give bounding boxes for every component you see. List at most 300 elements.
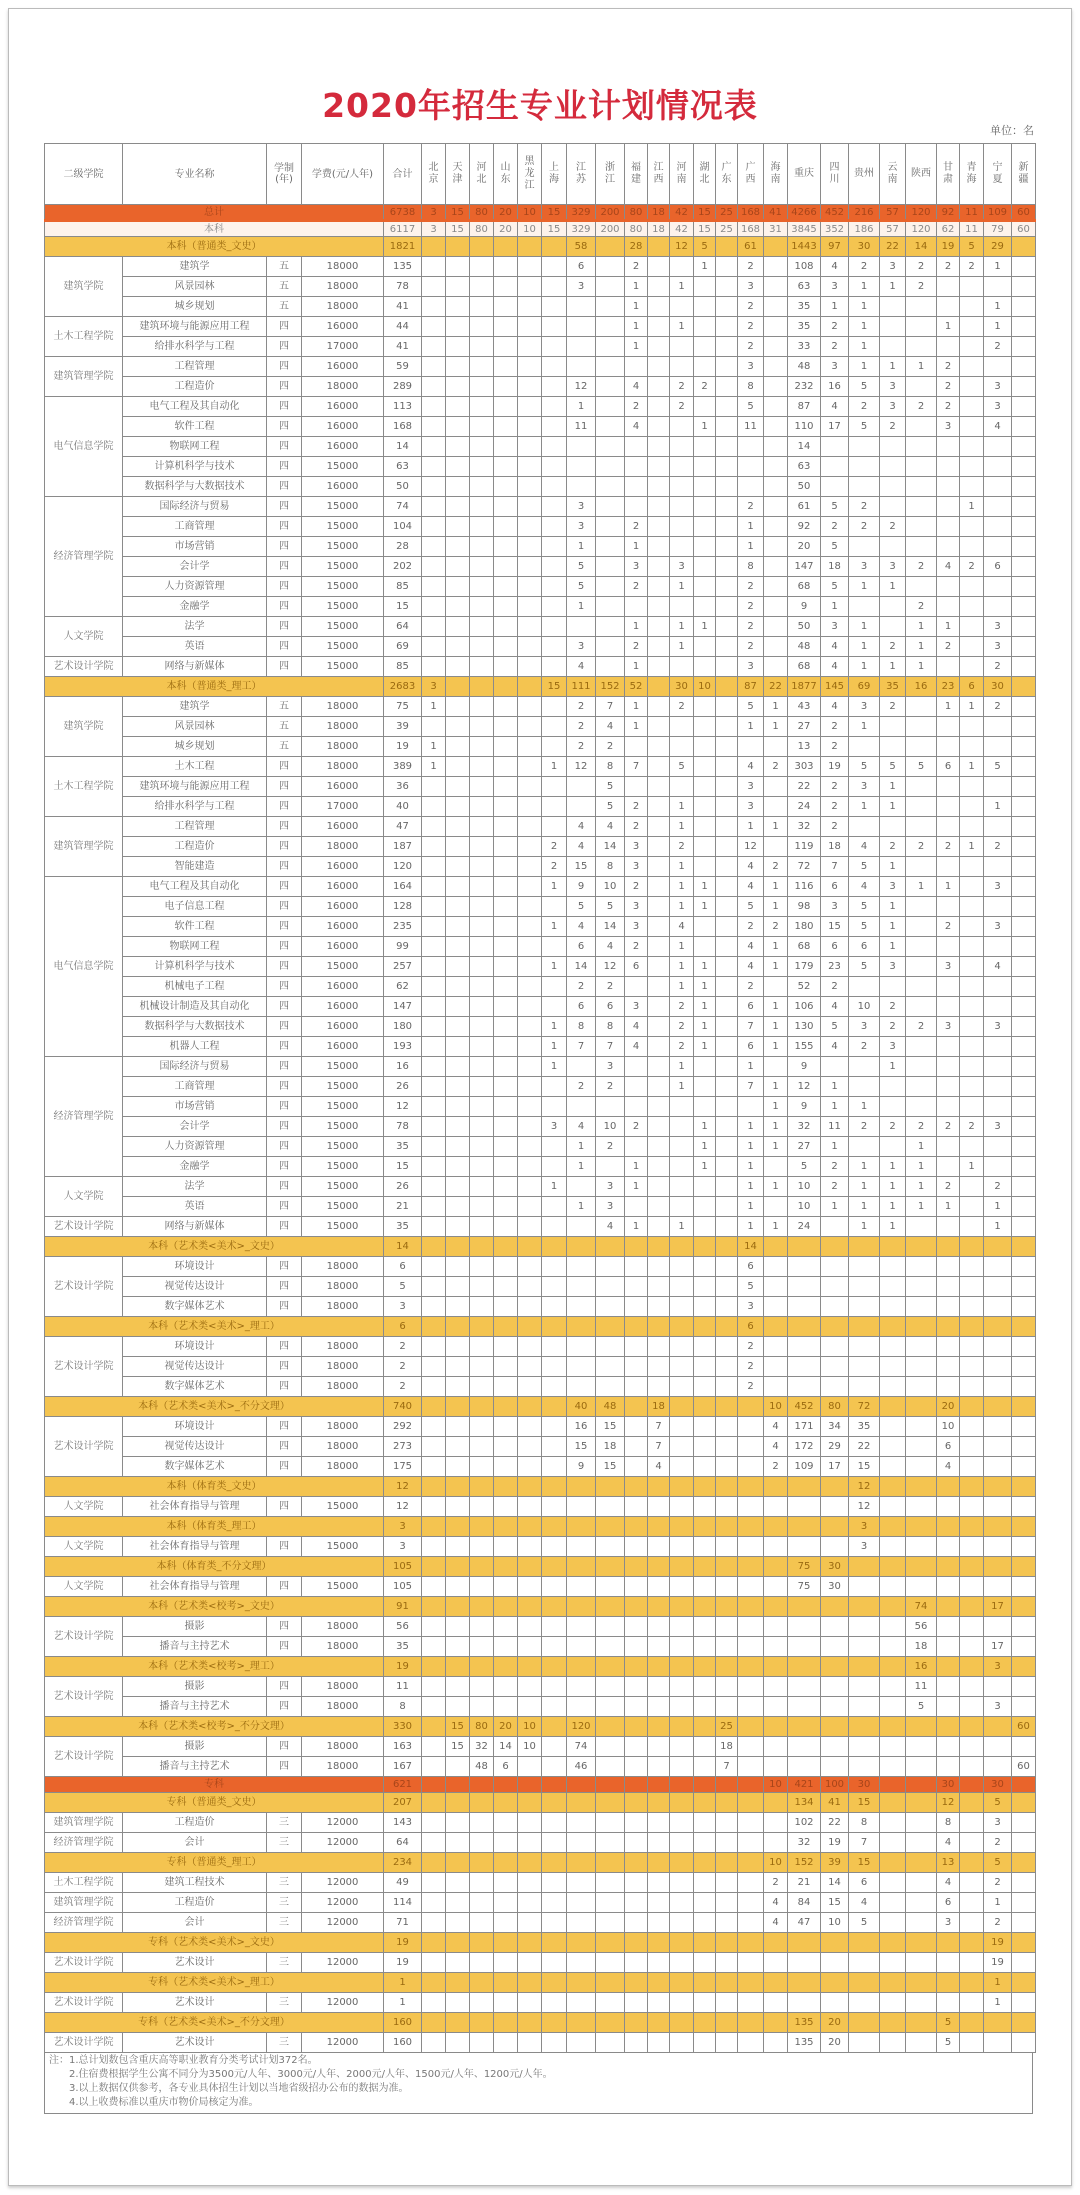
province-cell xyxy=(494,1297,518,1317)
province-cell xyxy=(567,617,596,637)
total-cell: 105 xyxy=(384,1557,422,1577)
major-cell: 摄影 xyxy=(123,1737,267,1757)
province-cell: 46 xyxy=(567,1757,596,1777)
province-cell: 1 xyxy=(670,957,694,977)
years-cell: 四 xyxy=(267,1457,302,1477)
province-cell: 74 xyxy=(567,1737,596,1757)
province-cell xyxy=(625,1317,648,1337)
province-cell xyxy=(716,1893,738,1913)
province-cell: 1 xyxy=(670,317,694,337)
years-cell: 五 xyxy=(267,297,302,317)
province-cell xyxy=(738,2013,764,2033)
province-cell xyxy=(821,1737,849,1757)
province-cell xyxy=(906,1317,937,1337)
province-cell xyxy=(694,1597,716,1617)
province-cell xyxy=(625,1913,648,1933)
province-cell xyxy=(1012,1457,1036,1477)
province-cell xyxy=(470,777,494,797)
province-cell: 2 xyxy=(567,977,596,997)
province-cell xyxy=(880,1973,906,1993)
province-cell xyxy=(694,397,716,417)
province-cell xyxy=(937,1737,960,1757)
province-cell xyxy=(494,2013,518,2033)
province-cell xyxy=(738,1813,764,1833)
province-cell xyxy=(906,1517,937,1537)
province-cell xyxy=(596,1717,625,1737)
province-cell: 1 xyxy=(821,1077,849,1097)
province-cell: 2 xyxy=(596,1077,625,1097)
header-major: 专业名称 xyxy=(123,144,267,205)
province-cell xyxy=(494,1697,518,1717)
province-cell: 8 xyxy=(937,1813,960,1833)
table-row xyxy=(45,997,1036,1017)
province-cell: 43 xyxy=(788,697,821,717)
province-cell xyxy=(937,717,960,737)
province-cell xyxy=(446,437,470,457)
province-cell xyxy=(716,237,738,257)
total-cell: 330 xyxy=(384,1717,422,1737)
province-cell xyxy=(648,2013,670,2033)
province-cell: 2 xyxy=(960,257,984,277)
province-cell xyxy=(567,1517,596,1537)
province-cell: 1 xyxy=(738,1177,764,1197)
province-cell xyxy=(984,937,1012,957)
province-cell xyxy=(518,1537,542,1557)
row-label: 专科 xyxy=(45,1777,384,1793)
province-cell xyxy=(648,1337,670,1357)
province-cell xyxy=(596,1477,625,1497)
province-cell: 4 xyxy=(596,817,625,837)
province-cell xyxy=(446,1973,470,1993)
province-cell xyxy=(960,297,984,317)
province-cell: 1 xyxy=(764,1117,788,1137)
province-cell: 1 xyxy=(625,1217,648,1237)
province-cell xyxy=(984,1037,1012,1057)
province-cell: 2 xyxy=(821,977,849,997)
province-cell xyxy=(960,877,984,897)
province-cell xyxy=(625,1697,648,1717)
province-cell xyxy=(596,1297,625,1317)
province-cell xyxy=(494,1617,518,1637)
province-cell: 20 xyxy=(494,205,518,221)
province-cell: 3 xyxy=(880,557,906,577)
province-cell xyxy=(849,537,880,557)
row-label: 专科（普通类_理工） xyxy=(45,1853,384,1873)
province-cell xyxy=(596,317,625,337)
major-cell: 市场营销 xyxy=(123,1097,267,1117)
province-cell xyxy=(716,677,738,697)
province-cell: 1 xyxy=(625,1177,648,1197)
fee-cell: 16000 xyxy=(302,777,384,797)
province-cell xyxy=(648,957,670,977)
province-cell xyxy=(670,1813,694,1833)
province-cell: 7 xyxy=(738,1077,764,1097)
province-cell xyxy=(738,1993,764,2013)
province-cell xyxy=(494,1577,518,1597)
province-cell xyxy=(648,1793,670,1813)
section-row xyxy=(45,1793,1036,1813)
province-cell xyxy=(596,1577,625,1597)
province-cell xyxy=(716,357,738,377)
years-cell: 三 xyxy=(267,1913,302,1933)
province-cell xyxy=(788,1317,821,1337)
major-cell: 建筑学 xyxy=(123,257,267,277)
province-cell xyxy=(446,257,470,277)
province-cell: 1 xyxy=(984,1973,1012,1993)
province-cell xyxy=(716,1257,738,1277)
fee-cell: 16000 xyxy=(302,917,384,937)
province-cell: 6 xyxy=(738,997,764,1017)
province-cell xyxy=(518,1117,542,1137)
province-cell xyxy=(937,657,960,677)
province-cell xyxy=(542,577,567,597)
province-cell xyxy=(494,1953,518,1973)
total-cell: 26 xyxy=(384,1177,422,1197)
province-cell xyxy=(906,1777,937,1793)
province-cell xyxy=(446,477,470,497)
province-cell xyxy=(670,1737,694,1757)
province-cell xyxy=(596,1337,625,1357)
province-cell xyxy=(960,377,984,397)
years-cell: 四 xyxy=(267,537,302,557)
province-cell xyxy=(494,597,518,617)
total-cell: 35 xyxy=(384,1137,422,1157)
table-row xyxy=(45,1117,1036,1137)
province-cell xyxy=(494,1933,518,1953)
table-header-row xyxy=(45,144,1036,205)
province-cell xyxy=(542,1677,567,1697)
province-cell xyxy=(446,1657,470,1677)
province-cell xyxy=(446,1097,470,1117)
major-cell: 工程管理 xyxy=(123,817,267,837)
province-cell xyxy=(542,1257,567,1277)
major-cell: 播音与主持艺术 xyxy=(123,1757,267,1777)
province-cell xyxy=(937,1617,960,1637)
province-cell xyxy=(494,257,518,277)
province-cell xyxy=(716,1597,738,1617)
province-cell xyxy=(788,1337,821,1357)
province-cell xyxy=(470,497,494,517)
province-cell xyxy=(596,1537,625,1557)
province-cell xyxy=(494,1873,518,1893)
total-cell: 113 xyxy=(384,397,422,417)
province-cell: 4 xyxy=(738,957,764,977)
years-cell: 四 xyxy=(267,1177,302,1197)
province-cell: 4 xyxy=(821,697,849,717)
province-cell xyxy=(716,2013,738,2033)
province-cell: 4 xyxy=(937,557,960,577)
province-cell xyxy=(518,1477,542,1497)
province-cell: 1 xyxy=(738,537,764,557)
province-cell: 7 xyxy=(596,697,625,717)
province-cell xyxy=(625,1597,648,1617)
province-cell: 2 xyxy=(670,1017,694,1037)
province-cell xyxy=(446,1637,470,1657)
province-cell xyxy=(694,1337,716,1357)
province-cell: 34 xyxy=(821,1417,849,1437)
province-cell xyxy=(694,837,716,857)
fee-cell: 18000 xyxy=(302,837,384,857)
province-cell xyxy=(694,1677,716,1697)
province-cell xyxy=(596,1833,625,1853)
province-cell xyxy=(518,437,542,457)
province-cell xyxy=(738,457,764,477)
province-cell xyxy=(470,1873,494,1893)
province-cell xyxy=(518,977,542,997)
province-cell xyxy=(849,1617,880,1637)
total-cell: 78 xyxy=(384,277,422,297)
province-cell xyxy=(422,377,446,397)
province-cell xyxy=(716,297,738,317)
province-cell xyxy=(625,1677,648,1697)
province-cell: 4 xyxy=(738,857,764,877)
province-cell: 1 xyxy=(738,1157,764,1177)
province-cell: 2 xyxy=(937,357,960,377)
table-row xyxy=(45,1297,1036,1317)
province-cell xyxy=(518,1893,542,1913)
province-cell xyxy=(470,1973,494,1993)
province-cell: 1 xyxy=(821,1097,849,1117)
major-cell: 社会体育指导与管理 xyxy=(123,1497,267,1517)
province-cell xyxy=(542,1697,567,1717)
province-cell xyxy=(906,337,937,357)
province-cell: 2 xyxy=(984,697,1012,717)
province-cell xyxy=(422,1037,446,1057)
province-cell xyxy=(960,1037,984,1057)
table-row xyxy=(45,1357,1036,1377)
province-cell: 452 xyxy=(788,1397,821,1417)
province-cell: 3 xyxy=(567,497,596,517)
province-cell xyxy=(596,497,625,517)
fee-cell: 15000 xyxy=(302,1497,384,1517)
section-row xyxy=(45,1557,1036,1577)
province-cell xyxy=(446,1317,470,1337)
college-cell: 艺术设计学院 xyxy=(45,1257,123,1317)
province-cell xyxy=(821,1637,849,1657)
province-cell xyxy=(596,1933,625,1953)
province-cell xyxy=(716,1337,738,1357)
province-cell: 10 xyxy=(764,1777,788,1793)
total-cell: 6 xyxy=(384,1257,422,1277)
province-cell xyxy=(716,1097,738,1117)
province-cell: 4 xyxy=(984,417,1012,437)
province-cell: 3 xyxy=(596,1177,625,1197)
province-cell: 1 xyxy=(670,1077,694,1097)
province-cell xyxy=(446,677,470,697)
province-cell xyxy=(821,1497,849,1517)
province-cell xyxy=(422,1657,446,1677)
province-cell xyxy=(960,1577,984,1597)
province-cell: 30 xyxy=(984,1777,1012,1793)
province-cell xyxy=(821,1237,849,1257)
province-cell: 2 xyxy=(821,317,849,337)
province-cell xyxy=(470,1317,494,1337)
province-cell xyxy=(422,1833,446,1853)
province-cell: 68 xyxy=(788,657,821,677)
province-cell xyxy=(446,777,470,797)
province-cell xyxy=(518,497,542,517)
province-cell xyxy=(960,1617,984,1637)
province-cell xyxy=(542,1657,567,1677)
province-cell: 61 xyxy=(788,497,821,517)
header-province: 河北 xyxy=(470,144,494,205)
province-cell xyxy=(984,1317,1012,1337)
province-cell xyxy=(648,1953,670,1973)
province-cell xyxy=(542,697,567,717)
province-cell xyxy=(716,1077,738,1097)
province-cell xyxy=(648,337,670,357)
province-cell xyxy=(567,1217,596,1237)
table-row xyxy=(45,2033,1036,2053)
province-cell xyxy=(542,1637,567,1657)
province-cell xyxy=(849,737,880,757)
province-cell xyxy=(670,517,694,537)
province-cell xyxy=(422,1777,446,1793)
province-cell xyxy=(738,1677,764,1697)
province-cell xyxy=(470,837,494,857)
major-cell: 数字媒体艺术 xyxy=(123,1377,267,1397)
province-cell xyxy=(446,577,470,597)
province-cell xyxy=(984,1497,1012,1517)
province-cell xyxy=(716,1617,738,1637)
province-cell xyxy=(542,1077,567,1097)
years-cell: 四 xyxy=(267,897,302,917)
province-cell xyxy=(625,2013,648,2033)
province-cell xyxy=(738,1517,764,1537)
province-cell: 3 xyxy=(880,377,906,397)
province-cell xyxy=(518,1617,542,1637)
province-cell xyxy=(542,1137,567,1157)
province-cell xyxy=(446,1853,470,1873)
province-cell xyxy=(518,477,542,497)
college-cell: 艺术设计学院 xyxy=(45,1617,123,1657)
province-cell xyxy=(880,1537,906,1557)
major-cell: 城乡规划 xyxy=(123,297,267,317)
province-cell xyxy=(542,637,567,657)
province-cell xyxy=(567,2033,596,2053)
province-cell xyxy=(494,1793,518,1813)
years-cell: 四 xyxy=(267,1757,302,1777)
province-cell: 3 xyxy=(567,517,596,537)
province-cell: 1 xyxy=(764,1177,788,1197)
province-cell xyxy=(446,1157,470,1177)
province-cell xyxy=(494,1377,518,1397)
province-cell: 2 xyxy=(880,837,906,857)
province-cell: 4 xyxy=(937,1457,960,1477)
province-cell xyxy=(648,317,670,337)
province-cell: 1 xyxy=(906,1157,937,1177)
province-cell: 3 xyxy=(849,557,880,577)
province-cell xyxy=(880,1793,906,1813)
province-cell xyxy=(764,257,788,277)
province-cell xyxy=(542,277,567,297)
province-cell: 3 xyxy=(984,1657,1012,1677)
province-cell xyxy=(446,1437,470,1457)
province-cell xyxy=(984,457,1012,477)
province-cell xyxy=(694,1777,716,1793)
province-cell: 3 xyxy=(880,397,906,417)
province-cell xyxy=(422,1297,446,1317)
header-fee: 学费(元/人年) xyxy=(302,144,384,205)
years-cell: 四 xyxy=(267,877,302,897)
years-cell: 四 xyxy=(267,1497,302,1517)
table-row xyxy=(45,1157,1036,1177)
major-cell: 计算机科学与技术 xyxy=(123,457,267,477)
province-cell xyxy=(625,1557,648,1577)
fee-cell: 16000 xyxy=(302,977,384,997)
province-cell xyxy=(788,1357,821,1377)
province-cell xyxy=(937,1933,960,1953)
province-cell: 1 xyxy=(764,717,788,737)
province-cell: 2 xyxy=(670,697,694,717)
province-cell xyxy=(670,1517,694,1537)
province-cell: 13 xyxy=(788,737,821,757)
province-cell xyxy=(542,1893,567,1913)
total-cell: 6 xyxy=(384,1317,422,1337)
province-cell xyxy=(670,1377,694,1397)
province-cell xyxy=(1012,1833,1036,1853)
province-cell xyxy=(446,457,470,477)
province-cell xyxy=(1012,1197,1036,1217)
province-cell xyxy=(1012,997,1036,1017)
province-cell xyxy=(494,577,518,597)
province-cell: 3 xyxy=(984,1117,1012,1137)
province-cell xyxy=(960,1237,984,1257)
major-cell: 国际经济与贸易 xyxy=(123,1057,267,1077)
province-cell: 2 xyxy=(960,557,984,577)
province-cell: 32 xyxy=(788,817,821,837)
province-cell xyxy=(694,497,716,517)
table-row xyxy=(45,1577,1036,1597)
total-cell: 273 xyxy=(384,1437,422,1457)
province-cell xyxy=(716,417,738,437)
province-cell xyxy=(567,1617,596,1637)
province-cell: 1 xyxy=(937,317,960,337)
province-cell: 2 xyxy=(984,1177,1012,1197)
province-cell: 87 xyxy=(788,397,821,417)
province-cell xyxy=(937,1237,960,1257)
province-cell xyxy=(542,437,567,457)
province-cell xyxy=(694,717,716,737)
province-cell xyxy=(716,397,738,417)
years-cell: 四 xyxy=(267,1157,302,1177)
province-cell xyxy=(542,2033,567,2053)
province-cell xyxy=(625,1893,648,1913)
province-cell xyxy=(694,1757,716,1777)
province-cell xyxy=(596,517,625,537)
province-cell: 2 xyxy=(849,257,880,277)
header-province: 江西 xyxy=(648,144,670,205)
province-cell xyxy=(596,1237,625,1257)
years-cell: 四 xyxy=(267,1637,302,1657)
province-cell xyxy=(716,517,738,537)
province-cell: 41 xyxy=(821,1793,849,1813)
fee-cell: 12000 xyxy=(302,1873,384,1893)
province-cell: 1 xyxy=(694,997,716,1017)
province-cell xyxy=(648,1197,670,1217)
province-cell xyxy=(960,1973,984,1993)
college-cell: 经济管理学院 xyxy=(45,497,123,617)
province-cell: 3 xyxy=(738,657,764,677)
province-cell xyxy=(984,277,1012,297)
province-cell: 56 xyxy=(906,1617,937,1637)
province-cell xyxy=(937,897,960,917)
province-cell: 2 xyxy=(821,737,849,757)
province-cell: 130 xyxy=(788,1017,821,1037)
province-cell: 30 xyxy=(984,677,1012,697)
province-cell: 3 xyxy=(422,221,446,237)
province-cell xyxy=(716,897,738,917)
